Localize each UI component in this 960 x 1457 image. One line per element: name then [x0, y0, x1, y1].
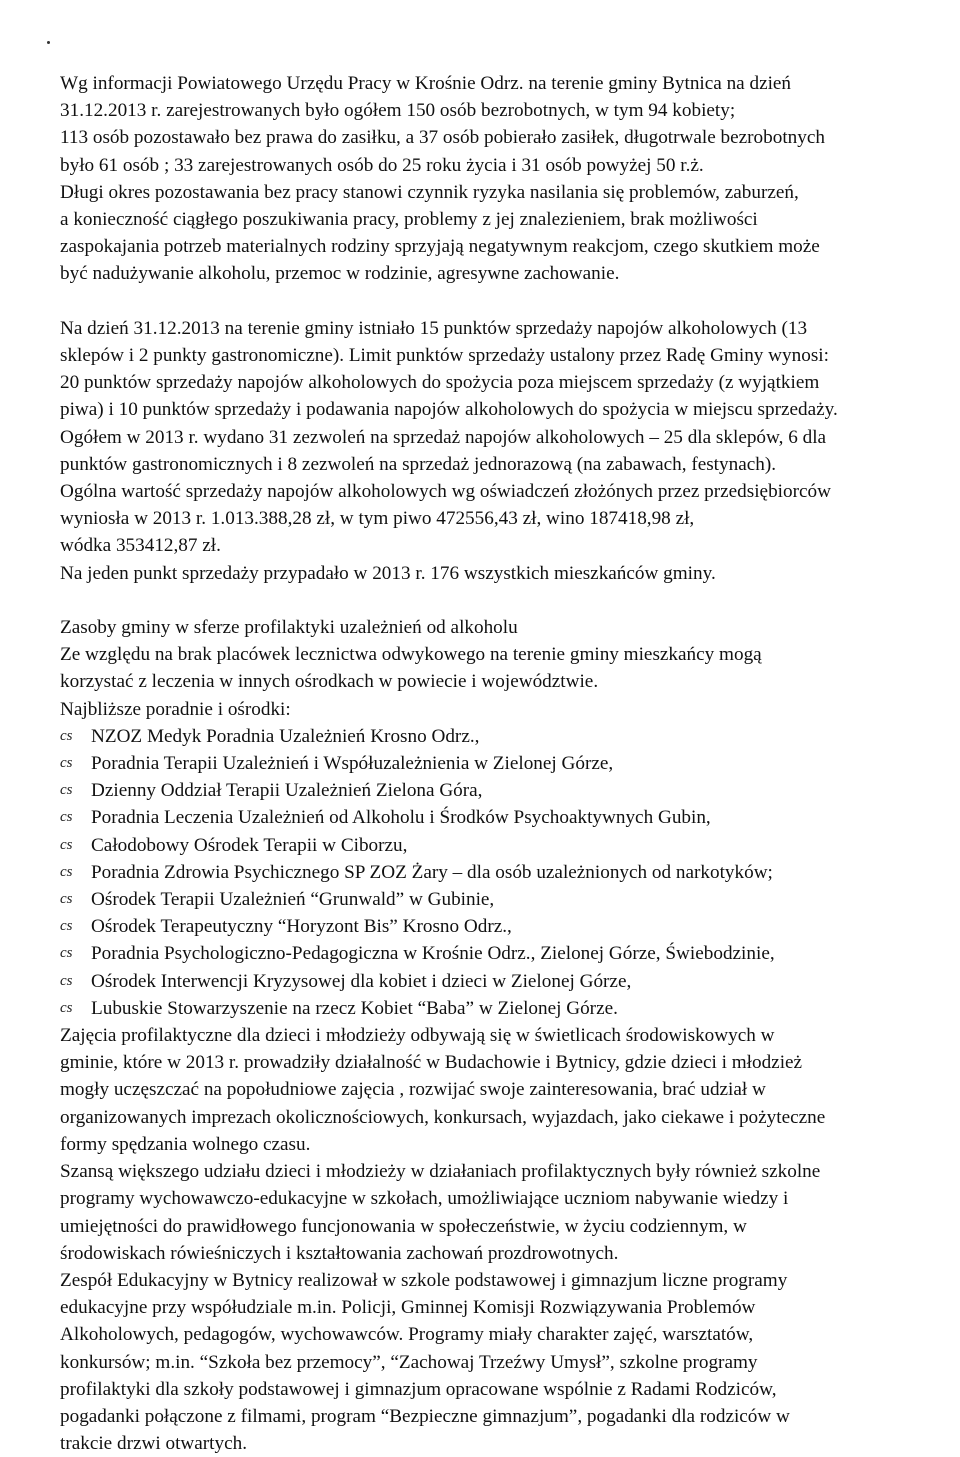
text-line: 113 osób pozostawało bez prawa do zasiłku, a 37 osób pobierało zasiłek, długotrwale bezrobotnych	[60, 127, 825, 149]
text-line: korzystać z leczenia w innych ośrodkach w powiecie i województwie.	[60, 671, 599, 693]
bullet-mark: cs	[60, 782, 73, 799]
paragraph-resources	[60, 614, 960, 723]
text-line: Najbliższe poradnie i ośrodki:	[60, 698, 291, 720]
list-item	[60, 968, 960, 995]
list-item-text: Ośrodek Terapii Uzależnień “Grunwald” w Gubinie,	[91, 889, 495, 911]
text-line: Wg informacji Powiatowego Urzędu Pracy w Krośnie Odrz. na terenie gminy Bytnica na dzień	[60, 73, 792, 94]
bullet-mark: cs	[60, 755, 73, 772]
text-line: punktów gastronomicznych i 8 zezwoleń na sprzedaż jednorazową (na zabawach, festynach).	[60, 453, 777, 475]
text-line: profilaktyki dla szkoły podstawowej i gimnazjum opracowane wspólnie z Radami Rodziców,	[60, 1378, 777, 1400]
list-item	[60, 777, 960, 804]
list-item	[60, 859, 960, 886]
bullet-mark: cs	[60, 945, 73, 962]
paragraph-gap	[60, 288, 960, 315]
bullet-mark: cs	[60, 891, 73, 908]
bullet-mark: cs	[60, 727, 73, 744]
list-item	[60, 804, 960, 831]
list-item-text: Ośrodek Terapeutyczny “Horyzont Bis” Krosno Odrz.,	[91, 916, 512, 938]
stray-dot	[47, 41, 50, 44]
bullet-mark: cs	[60, 836, 73, 853]
list-item	[60, 750, 960, 777]
paragraph-alcohol-sales	[60, 315, 960, 587]
text-line: trakcie drzwi otwartych.	[60, 1433, 247, 1455]
text-line: sklepów i 2 punkty gastronomiczne). Limit punktów sprzedaży ustalony przez Radę Gminy wynosi:	[60, 345, 829, 367]
text-line: wyniosła w 2013 r. 1.013.388,28 zł, w tym piwo 472556,43 zł, wino 187418,98 zł,	[60, 508, 695, 530]
text-line: 31.12.2013 r. zarejestrowanych było ogółem 150 osób bezrobotnych, w tym 94 kobiety;	[60, 100, 736, 122]
text-line: Szansą większego udziału dzieci i młodzieży w działaniach profilaktycznych były również szkolne	[60, 1161, 821, 1183]
text-line: wódka 353412,87 zł.	[60, 535, 221, 557]
list-item-text: Całodobowy Ośrodek Terapii w Ciborzu,	[91, 834, 408, 856]
list-item-text: Ośrodek Interwencji Kryzysowej dla kobiet i dzieci w Zielonej Górze,	[91, 970, 632, 992]
text-line: Zajęcia profilaktyczne dla dzieci i młodzieży odbywają się w świetlicach środowiskowych w	[60, 1025, 775, 1047]
text-line: być nadużywanie alkoholu, przemoc w rodzinie, agresywne zachowanie.	[60, 263, 620, 285]
bullet-mark: cs	[60, 863, 73, 880]
section-heading: Zasoby gminy w sferze profilaktyki uzależnień od alkoholu	[60, 617, 518, 639]
list-item	[60, 913, 960, 940]
paragraph-gap	[60, 587, 960, 614]
text-line: a konieczność ciągłego poszukiwania pracy, problemy z jej znalezieniem, brak możliwości	[60, 209, 758, 231]
list-item-text: Lubuskie Stowarzyszenie na rzecz Kobiet “Baba” w Zielonej Górze.	[91, 997, 618, 1019]
text-line: Alkoholowych, pedagogów, wychowawców. Programy miały charakter zajęć, warsztatów,	[60, 1324, 754, 1346]
text-line: 20 punktów sprzedaży napojów alkoholowych do spożycia poza miejscem sprzedaży (z wyjątkiem	[60, 372, 820, 394]
text-line: Ogólna wartość sprzedaży napojów alkoholowych wg oświadczeń złożónych przez przedsiębiorców	[60, 481, 831, 503]
list-item	[60, 995, 960, 1022]
text-line: Na jeden punkt sprzedaży przypadało w 2013 r. 176 wszystkich mieszkańców gminy.	[60, 562, 716, 584]
list-item	[60, 723, 960, 750]
list-item-text: NZOZ Medyk Poradnia Uzależnień Krosno Odrz.,	[91, 725, 480, 747]
text-line: organizowanych imprezach okolicznościowych, konkursach, wyjazdach, jako ciekawe i pożyteczne	[60, 1106, 826, 1128]
text-line: Ze względu na brak placówek lecznictwa odwykowego na terenie gminy mieszkańcy mogą	[60, 644, 762, 666]
bullet-mark: cs	[60, 918, 73, 935]
bullet-mark: cs	[60, 809, 73, 826]
text-line: umiejętności do prawidłowego funcjonowania w społeczeństwie, w życiu codziennym, w	[60, 1215, 747, 1237]
list-item-text: Poradnia Psychologiczno-Pedagogiczna w Krośnie Odrz., Zielonej Górze, Świebodzinie,	[91, 943, 775, 965]
paragraph-unemployment	[60, 70, 960, 288]
text-line: Ogółem w 2013 r. wydano 31 zezwoleń na sprzedaż napojów alkoholowych – 25 dla sklepów, 6 dla	[60, 426, 827, 448]
list-item-text: Poradnia Leczenia Uzależnień od Alkoholu i Środków Psychoaktywnych Gubin,	[91, 807, 711, 829]
text-line: Zespół Edukacyjny w Bytnicy realizował w szkole podstawowej i gimnazjum liczne programy	[60, 1269, 788, 1291]
text-line: piwa) i 10 punktów sprzedaży i podawania napojów alkoholowych do spożycia w miejscu sprzedaży.	[60, 399, 838, 421]
text-line: Na dzień 31.12.2013 na terenie gminy istniało 15 punktów sprzedaży napojów alkoholowych (13	[60, 317, 808, 339]
list-item	[60, 832, 960, 859]
list-item-text: Poradnia Terapii Uzależnień i Współuzależnienia w Zielonej Górze,	[91, 753, 614, 775]
text-line: edukacyjne przy współudziale m.in. Policji, Gminnej Komisji Rozwiązywania Problemów	[60, 1297, 756, 1319]
clinics-list	[60, 723, 960, 1022]
text-line: Długi okres pozostawania bez pracy stanowi czynnik ryzyka nasilania się problemów, zaburzeń,	[60, 181, 799, 203]
text-line: mogły uczęszczać na popołudniowe zajęcia , rozwijać swoje zainteresowania, brać udział w	[60, 1079, 766, 1101]
text-line: programy wychowawczo-edukacyjne w szkołach, umożliwiające uczniom nabywanie wiedzy i	[60, 1188, 789, 1210]
text-line: zaspokajania potrzeb materialnych rodziny sprzyjają negatywnym reakcjom, czego skutkiem może	[60, 236, 820, 258]
text-line: pogadanki połączone z filmami, program “Bezpieczne gimnazjum”, pogadanki dla rodziców w	[60, 1405, 790, 1427]
list-item	[60, 940, 960, 967]
paragraph-prevention	[60, 1022, 960, 1457]
document-page	[60, 70, 960, 1457]
text-line: konkursów; m.in. “Szkoła bez przemocy”, “Zachowaj Trzeźwy Umysł”, szkolne programy	[60, 1351, 758, 1373]
list-item-text: Dzienny Oddział Terapii Uzależnień Zielona Góra,	[91, 780, 483, 802]
bullet-mark: cs	[60, 999, 73, 1016]
list-item-text: Poradnia Zdrowia Psychicznego SP ZOZ Żary – dla osób uzależnionych od narkotyków;	[91, 861, 773, 883]
bullet-mark: cs	[60, 972, 73, 989]
list-item	[60, 886, 960, 913]
text-line: środowiskach rówieśniczych i kształtowania zachowań prozdrowotnych.	[60, 1242, 619, 1264]
text-line: gminie, które w 2013 r. prowadziły działalność w Budachowie i Bytnicy, gdzie dzieci i młodzież	[60, 1052, 803, 1074]
text-line: formy spędzania wolnego czasu.	[60, 1133, 311, 1155]
text-line: było 61 osób ; 33 zarejestrowanych osób do 25 roku życia i 31 osób powyżej 50 r.ż.	[60, 154, 704, 176]
